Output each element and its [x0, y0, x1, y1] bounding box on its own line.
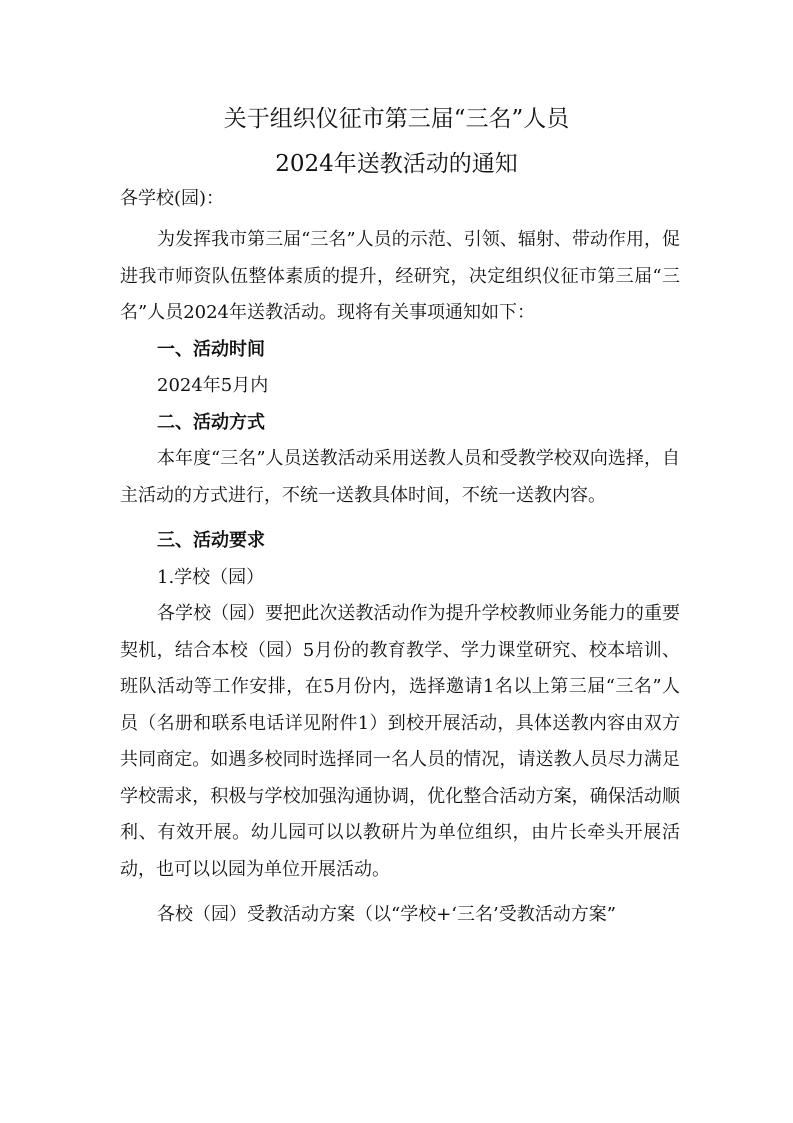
section-3-heading: 三、活动要求: [157, 530, 265, 551]
document-body: [120, 222, 680, 934]
section-1-text: 2024年5月内: [157, 375, 269, 396]
section-3-subheading: 1.学校（园）: [157, 566, 265, 588]
intro-paragraph: 为发挥我市第三届“三名”人员的示范、引领、辐射、带动作用，促进我市师资队伍整体素质的提升，经研究，决定组织仪征市第三届“三名”人员2024年送教活动。现将有关事项通知如下：: [120, 229, 680, 323]
document-title-line-1: 关于组织仪征市第三届“三名”人员: [223, 106, 570, 132]
section-1-heading: 一、活动时间: [157, 338, 265, 360]
section-2-text: 本年度“三名”人员送教活动采用送教人员和受教学校双向选择，自主活动的方式进行，不统一送教具体时间，不统一送教内容。: [120, 448, 680, 506]
section-2-heading: 二、活动方式: [157, 411, 265, 433]
section-3-paragraph-2: 各校（园）受教活动方案（以“学校+‘三名’受教活动方案”: [157, 904, 616, 925]
salutation: 各学校(园)：: [120, 188, 225, 209]
section-3-paragraph-1: 各学校（园）要把此次送教活动作为提升学校教师业务能力的重要契机，结合本校（园）5月份的教育教学、学力课堂研究、校本培训、班队活动等工作安排，在5月份内，选择邀请1名以上第三届“三名”人员（名册和联系电话详见附件1）到校开展活动，具体送教内容由双方共同商定。如遇多校同时选择同一名人员的情况，请送教人员尽力满足学校需求，积极与学校加强沟通协调，优化整合活动方案，确保活动顺利、有效开展。幼儿园可以以教研片为单位组织，由片长牵头开展活动，也可以以园为单位开展活动。: [120, 603, 680, 880]
document-title-line-2: 2024年送教活动的通知: [275, 151, 518, 177]
